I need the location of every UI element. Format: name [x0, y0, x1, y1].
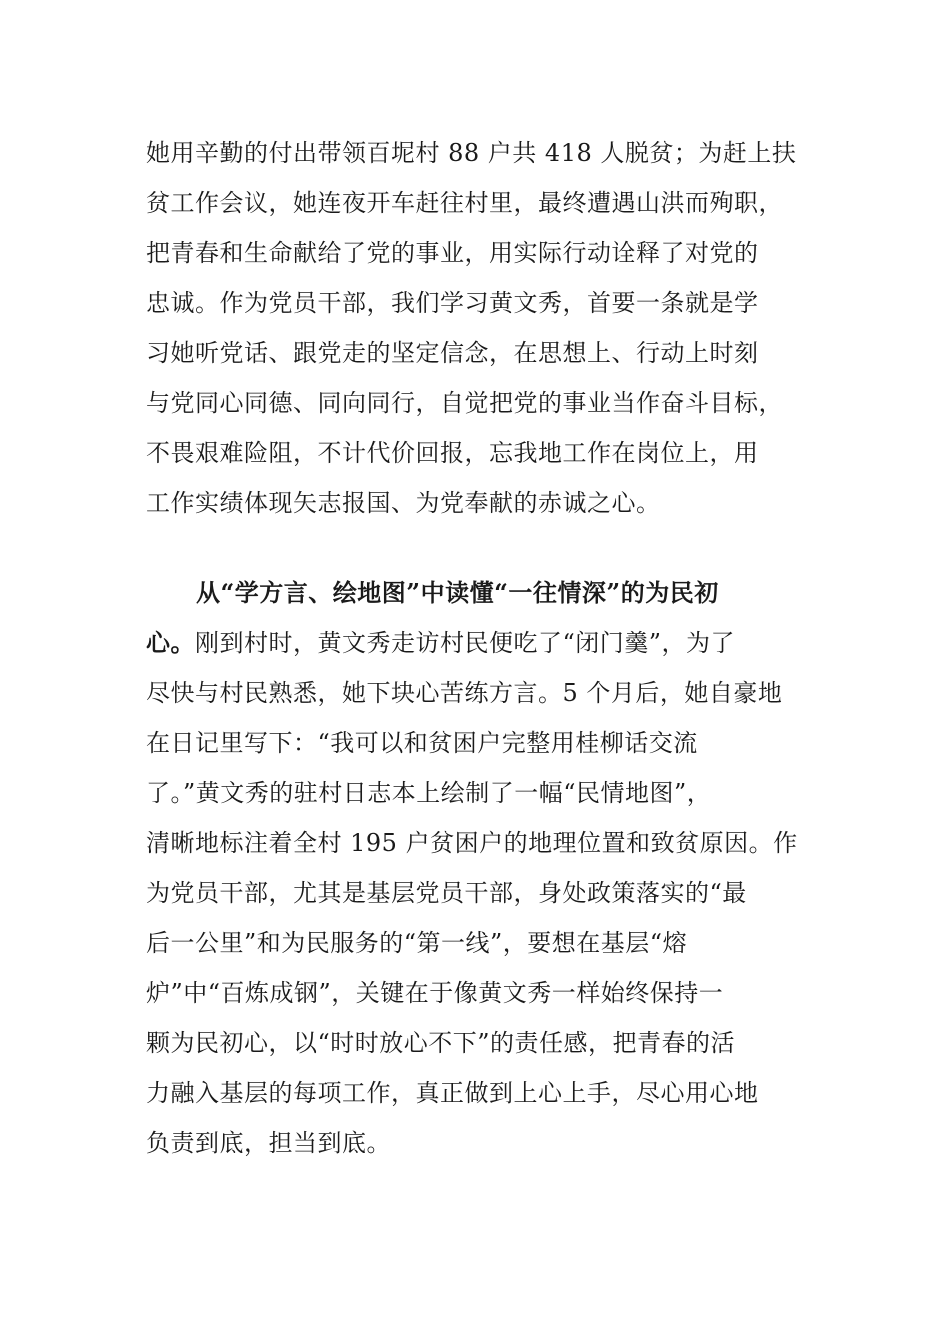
paragraph-2-heading: 从“学方言、绘地图”中读懂“一往情深”的为民初	[196, 578, 719, 607]
paragraph-2-line-9: 炉”中“百炼成钢”，关键在于像黄文秀一样始终保持一	[146, 979, 724, 1007]
paragraph-2-line-2-text: 刚到村时，黄文秀走访村民便吃了“闭门羹”，为了	[195, 629, 736, 657]
paragraph-1-line-6: 与党同心同德、同向同行，自觉把党的事业当作奋斗目标，	[146, 389, 783, 417]
paragraph-2-heading-end: 心。	[146, 628, 195, 657]
paragraph-1-line-5: 习她听党话、跟党走的坚定信念，在思想上、行动上时刻	[146, 339, 759, 367]
paragraph-2-line-7: 为党员干部，尤其是基层党员干部，身处政策落实的“最	[146, 879, 747, 907]
paragraph-1-line-7: 不畏艰难险阻，不计代价回报，忘我地工作在岗位上，用	[146, 439, 759, 467]
paragraph-2-line-6: 清晰地标注着全村 195 户贫困户的地理位置和致贫原因。作	[146, 829, 798, 857]
paragraph-2-line-8: 后一公里”和为民服务的“第一线”，要想在基层“熔	[146, 929, 688, 957]
paragraph-2-line-12: 负责到底，担当到底。	[146, 1129, 391, 1157]
paragraph-2-line-4: 在日记里写下：“我可以和贫困户完整用桂柳话交流	[146, 729, 698, 757]
paragraph-2-line-3: 尽快与村民熟悉，她下块心苦练方言。5 个月后，她自豪地	[146, 679, 783, 707]
paragraph-2-line-2	[146, 628, 806, 658]
paragraph-2-line-10: 颗为民初心，以“时时放心不下”的责任感，把青春的活	[146, 1029, 736, 1057]
paragraph-1-line-3: 把青春和生命献给了党的事业，用实际行动诠释了对党的	[146, 239, 759, 267]
paragraph-2-line-5: 了。”黄文秀的驻村日志本上绘制了一幅“民情地图”，	[146, 779, 712, 807]
paragraph-2-line-11: 力融入基层的每项工作，真正做到上心上手，尽心用心地	[146, 1079, 759, 1107]
paragraph-1-line-4: 忠诚。作为党员干部，我们学习黄文秀，首要一条就是学	[146, 289, 759, 317]
paragraph-1-line-8: 工作实绩体现矢志报国、为党奉献的赤诚之心。	[146, 489, 661, 517]
paragraph-1-line-1: 她用辛勤的付出带领百坭村 88 户共 418 人脱贫；为赶上扶	[146, 139, 797, 167]
paragraph-1-line-2: 贫工作会议，她连夜开车赶往村里，最终遭遇山洪而殉职，	[146, 189, 783, 217]
